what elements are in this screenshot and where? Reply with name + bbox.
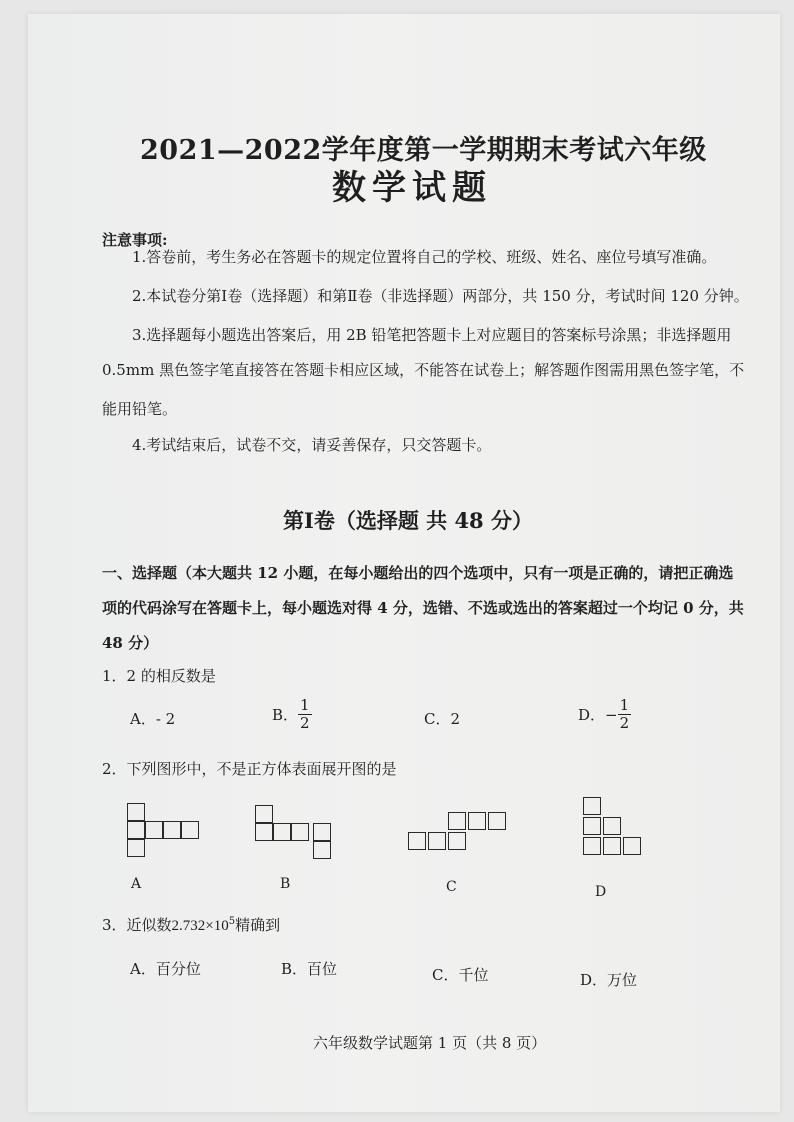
note-item-3: 3.选择题每小题选出答案后，用 2B 铅笔把答题卡上对应题目的答案标号涂黑；非选择题用 <box>132 326 732 344</box>
q3-option-b: B．百位 <box>281 960 338 978</box>
q1-option-a: A．- 2 <box>130 710 176 728</box>
notes-heading: 注意事项: <box>102 231 168 249</box>
q3-option-c: C．千位 <box>432 966 489 984</box>
question-2-stem: 2．下列图形中，不是正方体表面展开图的是 <box>102 760 397 778</box>
note-item-2: 2.本试卷分第Ⅰ卷（选择题）和第Ⅱ卷（非选择题）两部分，共 150 分，考试时间 120 分钟。 <box>132 287 749 305</box>
question-1-stem: 1．2 的相反数是 <box>102 667 216 685</box>
note-item-4: 4.考试结束后，试卷不交，请妥善保存，只交答题卡。 <box>132 436 492 454</box>
q1-option-c: C．2 <box>424 710 461 728</box>
section-intro-line-2: 项的代码涂写在答题卡上，每小题选对得 4 分，选错、不选或选出的答案超过一个均记 0 分，共 <box>102 599 744 617</box>
net-label-c: C <box>446 879 457 895</box>
net-label-b: B <box>280 876 291 892</box>
subject-title: 数学试题 <box>332 168 492 208</box>
question-3-stem: 3．近似数$2.732\times 10^5$精确到 <box>102 916 281 934</box>
q3-option-a: A．百分位 <box>130 960 201 978</box>
net-label-d: D <box>595 884 607 900</box>
section-title: 第Ⅰ卷（选择题 共 48 分） <box>283 508 533 533</box>
note-item-3-end: 能用铅笔。 <box>102 400 178 418</box>
note-item-1: 1.答卷前，考生务必在答题卡的规定位置将自己的学校、班级、姓名、座位号填写准确。 <box>132 248 717 266</box>
q1-option-b: B． $\frac{1}{2}$ <box>272 696 310 732</box>
section-intro-line-1: 一、选择题（本大题共 12 小题，在每小题给出的四个选项中，只有一项是正确的，请把正确选 <box>102 564 734 582</box>
section-intro-line-3: 48 分） <box>102 634 159 652</box>
page-footer: 六年级数学试题第 1 页（共 8 页） <box>313 1034 547 1052</box>
exam-title: 2021—2022学年度第一学期期末考试六年级 <box>140 135 707 166</box>
q3-option-d: D．万位 <box>580 971 638 989</box>
q1-option-d: D．− $\frac{1}{2}$ <box>578 696 630 732</box>
net-label-a: A <box>131 876 142 892</box>
note-item-3-cont: 0.5mm 黑色签字笔直接答在答题卡相应区域，不能答在试卷上；解答题作图需用黑色签字笔，不 <box>102 361 745 379</box>
